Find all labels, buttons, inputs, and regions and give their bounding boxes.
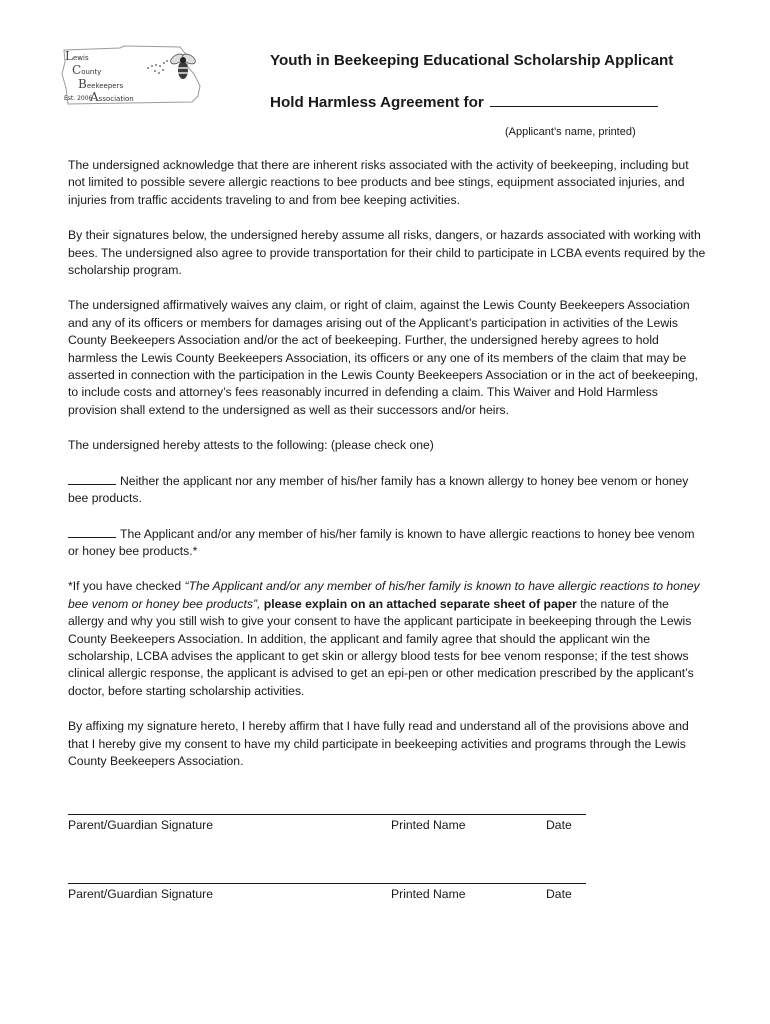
note-bold-text: please explain on an attached separate sheet of paper bbox=[260, 596, 577, 611]
signature-label-2: Parent/Guardian Signature bbox=[68, 887, 213, 901]
document-title: Youth in Beekeeping Educational Scholarship Applicant bbox=[270, 52, 674, 69]
bee-icon bbox=[168, 50, 198, 82]
paragraph-waiver: The undersigned affirmatively waives any claim, or right of claim, against the Lewis County Beekeepers Association and any of its officers or members for damages arising out of the Applicant’s participation in activities of the Lewis County Beekeepers Association and/or the act of beekeeping. Further, the undersigned hereby agrees to hold harmless the Lewis County Beekeepers Association, its officers or any one of its members of the claim that may be asserted in connection with the participation in the Lewis County Beekeepers Association or in the act of beekeeping, to include costs and attorney’s fees reasonably incurred in defending a claim. This Waiver and Hold Harmless provision shall extend to the undersigned as well as their successors and/or heirs. bbox=[68, 298, 699, 417]
date-label-2: Date bbox=[546, 887, 572, 901]
printed-name-label-2: Printed Name bbox=[391, 887, 466, 901]
logo-established: Est. 2006 bbox=[64, 95, 93, 102]
lcba-logo bbox=[60, 44, 212, 106]
logo-line-county: County bbox=[72, 63, 102, 77]
subtitle-text: Hold Harmless Agreement for bbox=[270, 94, 484, 111]
note-star-text: *If you have checked bbox=[68, 579, 185, 594]
note-rest-text: the nature of the allergy and why you still wish to give your consent to have the applicant participate in beekeeping through the Lewis County Beekeepers Association. In addition, the applicant and family agree that should the applicant win the scholarship, LCBA advises the applicant to get skin or allergy blood tests for bee venom response; if the test shows clinical allergic response, the applicant is advised to get an epi-pen or other medication prescribed by the applicant’s doctor, before starting scholarship activities. bbox=[68, 596, 694, 698]
logo-line-lewis: Lewis bbox=[65, 49, 89, 63]
option-allergy bbox=[68, 526, 708, 561]
no-allergy-check-blank[interactable] bbox=[68, 473, 116, 485]
allergy-note bbox=[68, 578, 708, 700]
option-no-allergy bbox=[68, 473, 708, 508]
note-quote-text: “The Applicant and/or any member of his/her family is known to have allergic reactions to honey bee venom or honey bee products”, bbox=[68, 579, 700, 611]
document-subtitle bbox=[270, 92, 658, 111]
logo-line-beekeepers: Beekeepers bbox=[78, 77, 124, 91]
agreement-body bbox=[68, 157, 708, 788]
signature-line-2[interactable] bbox=[68, 883, 586, 884]
date-label-1: Date bbox=[546, 818, 572, 832]
applicant-name-note: (Applicant’s name, printed) bbox=[505, 126, 636, 138]
signature-line-1[interactable] bbox=[68, 814, 586, 815]
paragraph-attest: The undersigned hereby attests to the following: (please check one) bbox=[68, 438, 434, 453]
applicant-name-blank[interactable] bbox=[490, 92, 658, 107]
allergy-check-blank[interactable] bbox=[68, 526, 116, 538]
option-no-allergy-text: Neither the applicant nor any member of his/her family has a known allergy to honey bee venom or honey bee products. bbox=[68, 473, 689, 506]
paragraph-risks: The undersigned acknowledge that there are inherent risks associated with the activity of beekeeping, including but not limited to possible severe allergic reactions to bee products and bee stings, equipment associated injuries, and injuries from traffic accidents traveling to and from bee keeping activities. bbox=[68, 158, 689, 207]
paragraph-assume-risk: By their signatures below, the undersigned hereby assume all risks, dangers, or hazards associated with working with bees. The undersigned also agree to provide transportation for their child to participate in LCBA events required by the scholarship program. bbox=[68, 228, 706, 278]
option-allergy-text: The Applicant and/or any member of his/her family is known to have allergic reactions to honey bee venom or honey bee products.* bbox=[68, 526, 695, 558]
printed-name-label-1: Printed Name bbox=[391, 818, 466, 832]
signature-label-1: Parent/Guardian Signature bbox=[68, 818, 213, 832]
logo-line-association: Association bbox=[90, 90, 134, 104]
paragraph-affirm: By affixing my signature hereto, I hereby affirm that I have fully read and understand all of the provisions above and that I hereby give my consent to have my child participate in beekeeping activities and programs through the Lewis County Beekeepers Association. bbox=[68, 719, 689, 768]
